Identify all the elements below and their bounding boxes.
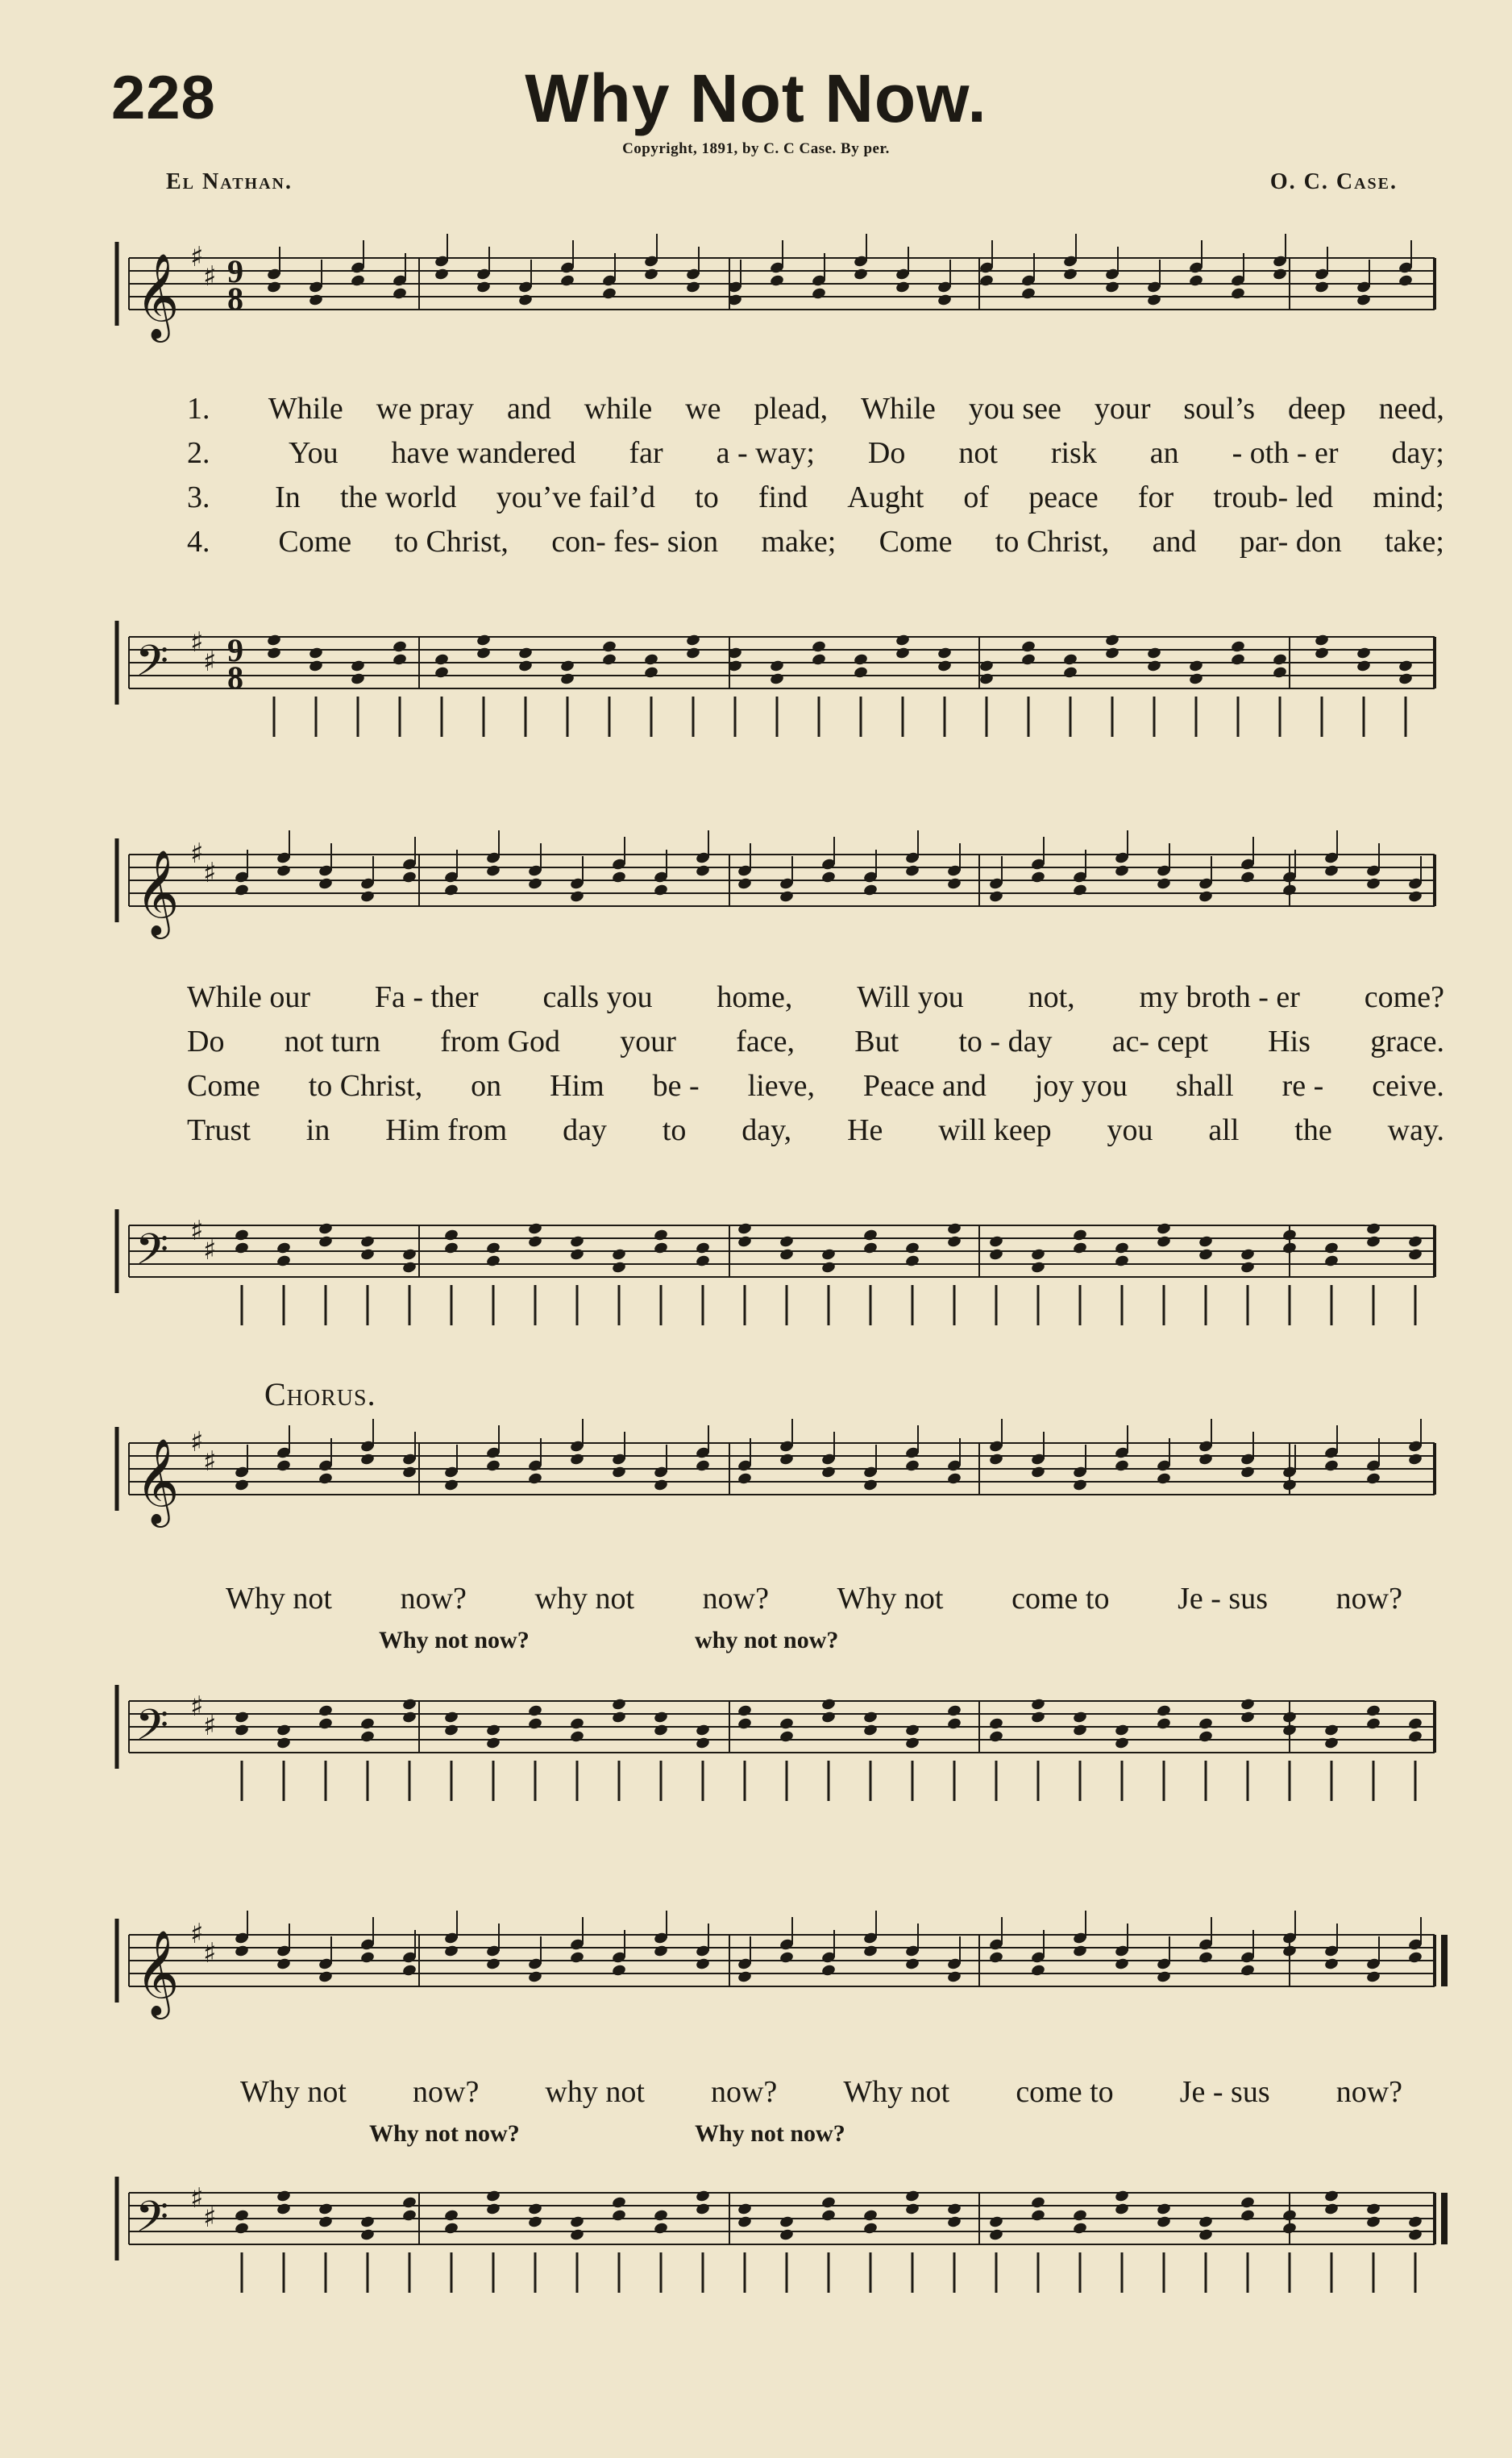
bass-clef-icon: 𝄢 bbox=[135, 1701, 169, 1761]
lyric-syllable: take; bbox=[1385, 525, 1444, 559]
lyric-syllable: calls you bbox=[542, 980, 653, 1014]
lyric-syllable: why not bbox=[545, 2075, 645, 2109]
lyric-syllable: shall bbox=[1175, 1069, 1234, 1103]
chorus-lyrics-2 bbox=[240, 2070, 1402, 2115]
lyric-syllable: Do bbox=[187, 1025, 225, 1058]
lyric-line bbox=[187, 1108, 1444, 1153]
lyric-syllable: Why not bbox=[837, 1582, 944, 1616]
lyric-syllable: come? bbox=[1364, 980, 1444, 1014]
lyric-syllable: Fa - ther bbox=[374, 980, 479, 1014]
lyric-syllable: ceive. bbox=[1372, 1069, 1444, 1103]
lyric-syllable: now? bbox=[1335, 2075, 1402, 2109]
lyric-syllable: Trust bbox=[187, 1113, 251, 1147]
lyric-line bbox=[187, 1064, 1444, 1108]
lyric-syllable: Why not bbox=[843, 2075, 950, 2109]
lyric-syllable: Come bbox=[278, 525, 352, 559]
chorus-2-bass-staff bbox=[0, 2169, 1512, 2322]
lyric-syllable: to Christ, bbox=[995, 525, 1110, 559]
lyric-syllable: to - day bbox=[958, 1025, 1053, 1058]
sharp-icon: ♯ bbox=[190, 1691, 204, 1723]
lyric-syllable: on bbox=[471, 1069, 502, 1103]
chorus-1-treble-staff bbox=[0, 1419, 1512, 1548]
lyric-syllable: you see bbox=[968, 392, 1061, 426]
lyric-syllable: Him bbox=[550, 1069, 604, 1103]
lyric-syllable: now? bbox=[1335, 1582, 1402, 1616]
lyric-syllable: But bbox=[854, 1025, 899, 1058]
verse-number: 1. bbox=[187, 392, 210, 426]
sharp-icon: ♯ bbox=[190, 2182, 204, 2215]
sharp-icon: ♯ bbox=[203, 260, 217, 293]
lyric-syllable: you’ve fail’d bbox=[496, 480, 656, 514]
lyric-line bbox=[187, 520, 1444, 564]
lyric-syllable: day, bbox=[741, 1113, 792, 1147]
lyric-syllable: of bbox=[963, 480, 990, 514]
chorus-bass-lyric-1a: Why not now? bbox=[379, 1627, 530, 1653]
lyric-syllable: not bbox=[958, 436, 998, 470]
hymn-title: Why Not Now. bbox=[525, 60, 987, 136]
lyric-syllable: to Christ, bbox=[394, 525, 509, 559]
sharp-icon: ♯ bbox=[203, 1937, 217, 1969]
verse-number: 3. bbox=[187, 480, 210, 514]
lyric-syllable: Do bbox=[867, 436, 906, 470]
verse-number: 4. bbox=[187, 525, 210, 559]
bass-clef-icon: 𝄢 bbox=[135, 637, 169, 697]
lyric-syllable: peace bbox=[1028, 480, 1099, 514]
lyric-syllable: in bbox=[305, 1113, 330, 1147]
system-2-treble-staff bbox=[0, 830, 1512, 984]
lyric-line bbox=[240, 2070, 1402, 2115]
lyric-syllable: to bbox=[695, 480, 719, 514]
sharp-icon: ♯ bbox=[203, 1445, 217, 1478]
note-heads bbox=[234, 830, 1423, 903]
lyric-syllable: lieve, bbox=[747, 1069, 815, 1103]
lyric-syllable: soul’s bbox=[1183, 392, 1256, 426]
lyric-syllable: you bbox=[1107, 1113, 1153, 1147]
lyric-syllable: from God bbox=[440, 1025, 561, 1058]
lyric-line bbox=[187, 476, 1444, 520]
chorus-bass-lyric-1b: why not now? bbox=[695, 1627, 839, 1653]
lyric-syllable: While bbox=[861, 392, 936, 426]
lyric-syllable: a - way; bbox=[716, 436, 815, 470]
lyric-syllable: Peace and bbox=[862, 1069, 987, 1103]
lyric-syllable: re - bbox=[1281, 1069, 1324, 1103]
system-2-bass-staff bbox=[0, 1201, 1512, 1354]
sharp-icon: ♯ bbox=[203, 1710, 217, 1742]
lyric-syllable: come to bbox=[1011, 1582, 1110, 1616]
chorus-bass-lyric-2b: Why not now? bbox=[695, 2120, 845, 2147]
lyric-syllable: He bbox=[847, 1113, 883, 1147]
lyric-syllable: why not bbox=[534, 1582, 634, 1616]
verse-lyrics-first-half bbox=[187, 387, 1444, 564]
lyric-line bbox=[187, 431, 1444, 476]
system-1-treble-staff bbox=[0, 234, 1512, 363]
lyric-syllable: now? bbox=[400, 1582, 467, 1616]
lyric-syllable: Why not bbox=[226, 1582, 332, 1616]
lyric-syllable: con- fes- sion bbox=[551, 525, 719, 559]
system-1-bass-staff bbox=[0, 613, 1512, 766]
sharp-icon: ♯ bbox=[203, 857, 217, 889]
lyric-syllable: now? bbox=[702, 1582, 769, 1616]
lyric-syllable: Je - sus bbox=[1179, 2075, 1270, 2109]
sharp-icon: ♯ bbox=[190, 241, 204, 273]
lyric-syllable: While our bbox=[187, 980, 311, 1014]
lyric-syllable: Come bbox=[879, 525, 953, 559]
sharp-icon: ♯ bbox=[203, 1234, 217, 1266]
lyric-syllable: Je - sus bbox=[1178, 1582, 1268, 1616]
time-signature-top: 9 bbox=[227, 632, 243, 668]
lyric-syllable: Aught bbox=[847, 480, 924, 514]
bass-clef-icon: 𝄢 bbox=[135, 2193, 169, 2252]
lyric-syllable: to Christ, bbox=[308, 1069, 423, 1103]
note-heads bbox=[266, 634, 1413, 737]
lyric-syllable: not turn bbox=[284, 1025, 380, 1058]
hymn-number: 228 bbox=[111, 64, 216, 132]
time-signature-bottom: 8 bbox=[227, 659, 243, 696]
lyric-syllable: be - bbox=[652, 1069, 700, 1103]
lyric-syllable: joy you bbox=[1034, 1069, 1128, 1103]
lyric-syllable: mind; bbox=[1373, 480, 1444, 514]
lyric-syllable: we bbox=[685, 392, 721, 426]
lyric-syllable: now? bbox=[413, 2075, 480, 2109]
lyric-syllable: the world bbox=[339, 480, 457, 514]
time-signature-bottom: 8 bbox=[227, 281, 243, 317]
lyric-syllable: your bbox=[1094, 392, 1151, 426]
sharp-icon: ♯ bbox=[203, 2202, 217, 2234]
note-heads bbox=[234, 1222, 1423, 1325]
sharp-icon: ♯ bbox=[190, 1215, 204, 1247]
lyric-syllable: home, bbox=[717, 980, 793, 1014]
lyric-syllable: grace. bbox=[1370, 1025, 1444, 1058]
lyric-syllable: now? bbox=[710, 2075, 778, 2109]
sharp-icon: ♯ bbox=[203, 646, 217, 678]
lyric-syllable: deep bbox=[1288, 392, 1346, 426]
chorus-lyrics-1 bbox=[226, 1577, 1402, 1621]
lyric-syllable: while bbox=[584, 392, 653, 426]
lyric-syllable: your bbox=[620, 1025, 676, 1058]
verse-lyrics-second-half bbox=[187, 975, 1444, 1153]
lyric-syllable: Him from bbox=[385, 1113, 508, 1147]
chorus-1-bass-staff bbox=[0, 1677, 1512, 1830]
lyric-syllable: far bbox=[629, 436, 663, 470]
lyric-syllable: troub- led bbox=[1213, 480, 1334, 514]
treble-clef-icon: 𝄞 bbox=[135, 1437, 180, 1524]
lyric-syllable: find bbox=[758, 480, 808, 514]
lyric-syllable: and bbox=[506, 392, 551, 426]
note-heads bbox=[234, 1698, 1423, 1801]
lyric-syllable: an bbox=[1149, 436, 1179, 470]
lyricist-name: El Nathan. bbox=[166, 169, 293, 194]
lyric-syllable: Will you bbox=[857, 980, 964, 1014]
lyric-syllable: Come bbox=[187, 1069, 260, 1103]
lyric-syllable: the bbox=[1294, 1113, 1332, 1147]
chorus-2-treble-staff bbox=[0, 1911, 1512, 2048]
lyric-line bbox=[187, 387, 1444, 431]
lyric-syllable: In bbox=[275, 480, 301, 514]
lyric-syllable: come to bbox=[1016, 2075, 1114, 2109]
verse-number: 2. bbox=[187, 436, 210, 470]
treble-clef-icon: 𝄞 bbox=[135, 1929, 180, 2015]
lyric-syllable: Why not bbox=[240, 2075, 347, 2109]
lyric-syllable: to bbox=[662, 1113, 687, 1147]
lyric-syllable: we pray bbox=[376, 392, 475, 426]
treble-clef-icon: 𝄞 bbox=[135, 849, 180, 935]
lyric-syllable: will keep bbox=[938, 1113, 1052, 1147]
lyric-syllable: His bbox=[1268, 1025, 1311, 1058]
lyric-syllable: and bbox=[1152, 525, 1197, 559]
lyric-syllable: plead, bbox=[754, 392, 829, 426]
lyric-syllable: par- don bbox=[1239, 525, 1342, 559]
lyric-syllable: day bbox=[563, 1113, 607, 1147]
lyric-syllable: way. bbox=[1387, 1113, 1444, 1147]
sharp-icon: ♯ bbox=[190, 1426, 204, 1458]
lyric-syllable: make; bbox=[761, 525, 837, 559]
note-heads bbox=[234, 2190, 1423, 2293]
lyric-syllable: not, bbox=[1028, 980, 1075, 1014]
lyric-syllable: my broth - er bbox=[1139, 980, 1300, 1014]
lyric-line bbox=[226, 1577, 1402, 1621]
lyric-syllable: all bbox=[1208, 1113, 1240, 1147]
lyric-syllable: day; bbox=[1391, 436, 1444, 470]
lyric-syllable: need, bbox=[1378, 392, 1444, 426]
note-heads bbox=[234, 1419, 1423, 1491]
sharp-icon: ♯ bbox=[190, 626, 204, 659]
lyric-syllable: have wandered bbox=[391, 436, 576, 470]
lyric-syllable: - oth - er bbox=[1232, 436, 1339, 470]
lyric-syllable: for bbox=[1137, 480, 1174, 514]
lyric-line bbox=[187, 975, 1444, 1020]
lyric-syllable: While bbox=[268, 392, 343, 426]
bass-clef-icon: 𝄢 bbox=[135, 1225, 169, 1285]
sharp-icon: ♯ bbox=[190, 1918, 204, 1950]
lyric-line bbox=[187, 1020, 1444, 1064]
chorus-label: Chorus. bbox=[264, 1376, 376, 1412]
chorus-bass-lyric-2a: Why not now? bbox=[369, 2120, 520, 2147]
composer-name: O. C. Case. bbox=[1269, 169, 1398, 194]
lyric-syllable: risk bbox=[1050, 436, 1097, 470]
lyric-syllable: You bbox=[288, 436, 339, 470]
time-signature-top: 9 bbox=[227, 253, 243, 289]
lyric-syllable: ac- cept bbox=[1111, 1025, 1208, 1058]
lyric-syllable: face, bbox=[736, 1025, 795, 1058]
copyright-notice: Copyright, 1891, by C. C Case. By per. bbox=[622, 140, 890, 157]
treble-clef-icon: 𝄞 bbox=[135, 252, 180, 339]
sharp-icon: ♯ bbox=[190, 838, 204, 870]
